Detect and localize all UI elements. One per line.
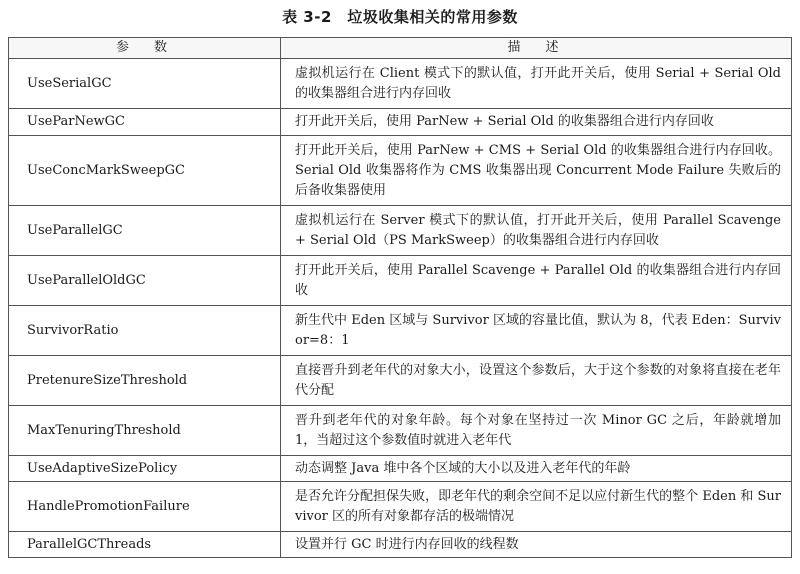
- param-description: 是否允许分配担保失败，即老年代的剩余空间不足以应付新生代的整个 Eden 和 Survivor 区的所有对象都存活的极端情况: [281, 482, 792, 532]
- param-name: PretenureSizeThreshold: [9, 356, 281, 406]
- table-row: [9, 456, 792, 482]
- param-description: 打开此开关后，使用 ParNew + CMS + Serial Old 的收集器组合进行内存回收。Serial Old 收集器将作为 CMS 收集器出现 Concurrent Mode Failure 失败后的后备收集器使用: [281, 136, 792, 206]
- table-row: [9, 306, 792, 356]
- table-row: [9, 482, 792, 532]
- table-row: [9, 206, 792, 256]
- param-name: HandlePromotionFailure: [9, 482, 281, 532]
- header-desc: 描 述: [281, 38, 792, 59]
- param-name: ParallelGCThreads: [9, 532, 281, 558]
- param-name: MaxTenuringThreshold: [9, 406, 281, 456]
- table-row: [9, 109, 792, 136]
- param-name: UseParNewGC: [9, 109, 281, 136]
- table-header-row: [9, 38, 792, 59]
- param-name: UseConcMarkSweepGC: [9, 136, 281, 206]
- table-row: [9, 136, 792, 206]
- param-description: 设置并行 GC 时进行内存回收的线程数: [281, 532, 792, 558]
- table-row: [9, 532, 792, 558]
- param-name: UseParallelGC: [9, 206, 281, 256]
- param-name: UseAdaptiveSizePolicy: [9, 456, 281, 482]
- table-row: [9, 406, 792, 456]
- table-row: [9, 356, 792, 406]
- param-name: SurvivorRatio: [9, 306, 281, 356]
- param-description: 晋升到老年代的对象年龄。每个对象在坚持过一次 Minor GC 之后，年龄就增加 1，当超过这个参数值时就进入老年代: [281, 406, 792, 456]
- param-description: 虚拟机运行在 Server 模式下的默认值，打开此开关后，使用 Parallel Scavenge + Serial Old（PS MarkSweep）的收集器组合进行内存回收: [281, 206, 792, 256]
- param-description: 新生代中 Eden 区域与 Survivor 区域的容量比值，默认为 8，代表 Eden：Survivor=8：1: [281, 306, 792, 356]
- param-description: 虚拟机运行在 Client 模式下的默认值，打开此开关后，使用 Serial + Serial Old 的收集器组合进行内存回收: [281, 59, 792, 109]
- table-caption: 表 3-2 垃圾收集相关的常用参数: [282, 8, 518, 26]
- gc-parameters-table: [8, 37, 792, 558]
- param-name: UseParallelOldGC: [9, 256, 281, 306]
- param-description: 动态调整 Java 堆中各个区域的大小以及进入老年代的年龄: [281, 456, 792, 482]
- table-row: [9, 256, 792, 306]
- param-description: 打开此开关后，使用 ParNew + Serial Old 的收集器组合进行内存回收: [281, 109, 792, 136]
- table-row: [9, 59, 792, 109]
- param-name: UseSerialGC: [9, 59, 281, 109]
- param-description: 直接晋升到老年代的对象大小，设置这个参数后，大于这个参数的对象将直接在老年代分配: [281, 356, 792, 406]
- header-param: 参 数: [9, 38, 281, 59]
- param-description: 打开此开关后，使用 Parallel Scavenge + Parallel Old 的收集器组合进行内存回收: [281, 256, 792, 306]
